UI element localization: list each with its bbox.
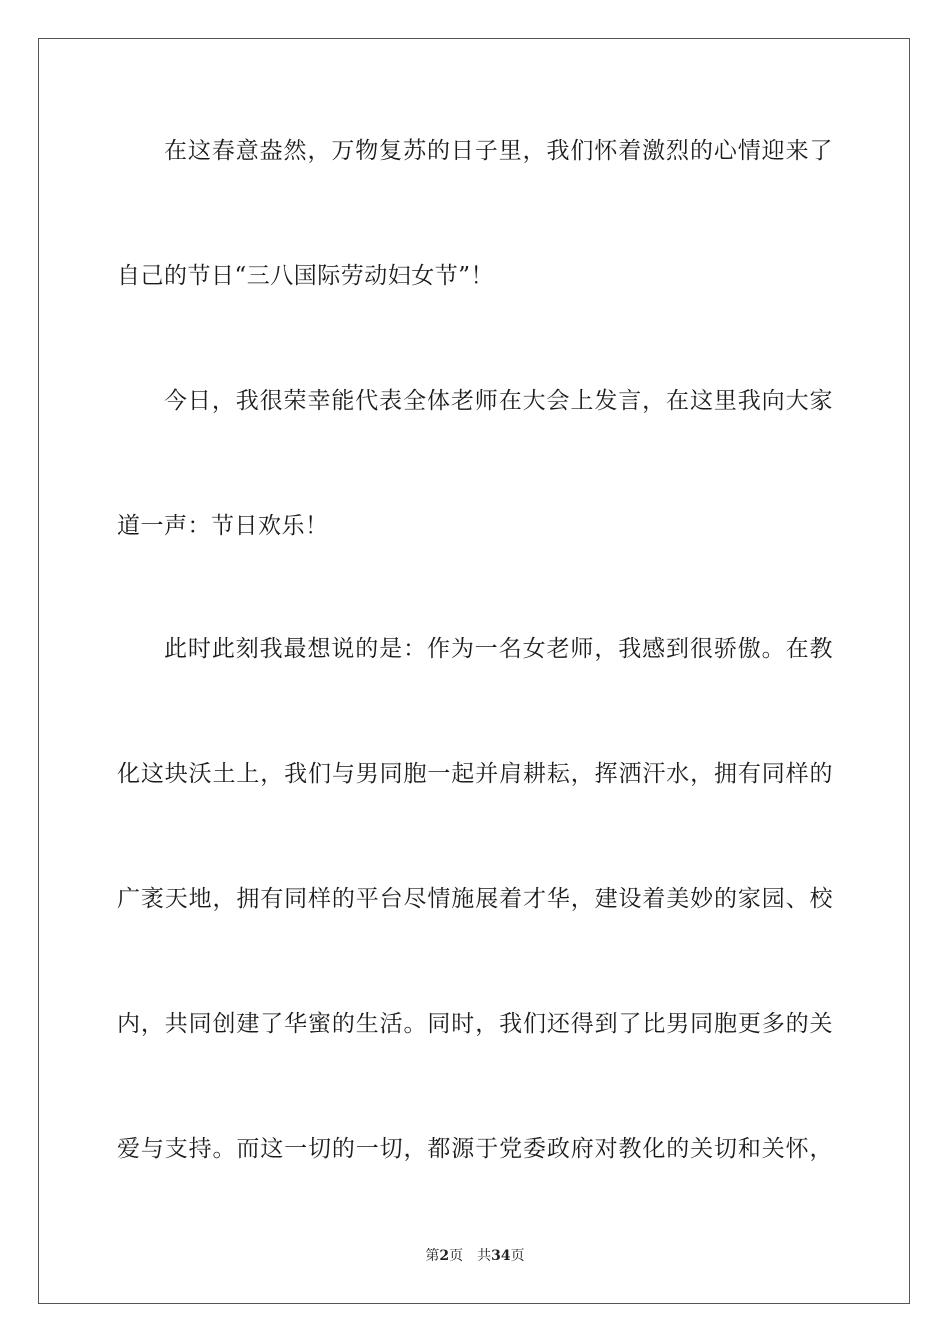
footer-current-page: 2 xyxy=(439,1248,450,1264)
paragraph-3-line-4: 内，共同创建了华蜜的生活。同时，我们还得到了比男同胞更多的关 xyxy=(117,1011,833,1037)
footer-total-suffix: 页 xyxy=(510,1248,525,1264)
footer-prefix: 第 xyxy=(425,1248,440,1264)
paragraph-3-line-2: 化这块沃土上，我们与男同胞一起并肩耕耘，挥洒汗水，拥有同样的 xyxy=(117,761,833,787)
footer-total-prefix: 共 xyxy=(477,1248,492,1264)
page-border xyxy=(38,38,910,1304)
paragraph-1-line-1: 在这春意盎然，万物复苏的日子里，我们怀着激烈的心情迎来了 xyxy=(164,138,833,164)
page-footer xyxy=(0,1246,950,1266)
footer-page-suffix: 页 xyxy=(449,1248,464,1264)
paragraph-2-line-2: 道一声：节日欢乐！ xyxy=(117,513,329,539)
paragraph-3-line-3: 广袤天地，拥有同样的平台尽情施展着才华，建设着美妙的家园、校 xyxy=(117,886,833,912)
paragraph-1-line-2: 自己的节日“三八国际劳动妇女节”！ xyxy=(117,263,495,289)
paragraph-3-line-5: 爱与支持。而这一切的一切，都源于党委政府对教化的关切和关怀， xyxy=(117,1136,833,1162)
paragraph-3-line-1: 此时此刻我最想说的是：作为一名女老师，我感到很骄傲。在教 xyxy=(164,636,833,662)
footer-total-pages: 34 xyxy=(491,1248,511,1264)
paragraph-2-line-1: 今日，我很荣幸能代表全体老师在大会上发言，在这里我向大家 xyxy=(164,388,833,414)
